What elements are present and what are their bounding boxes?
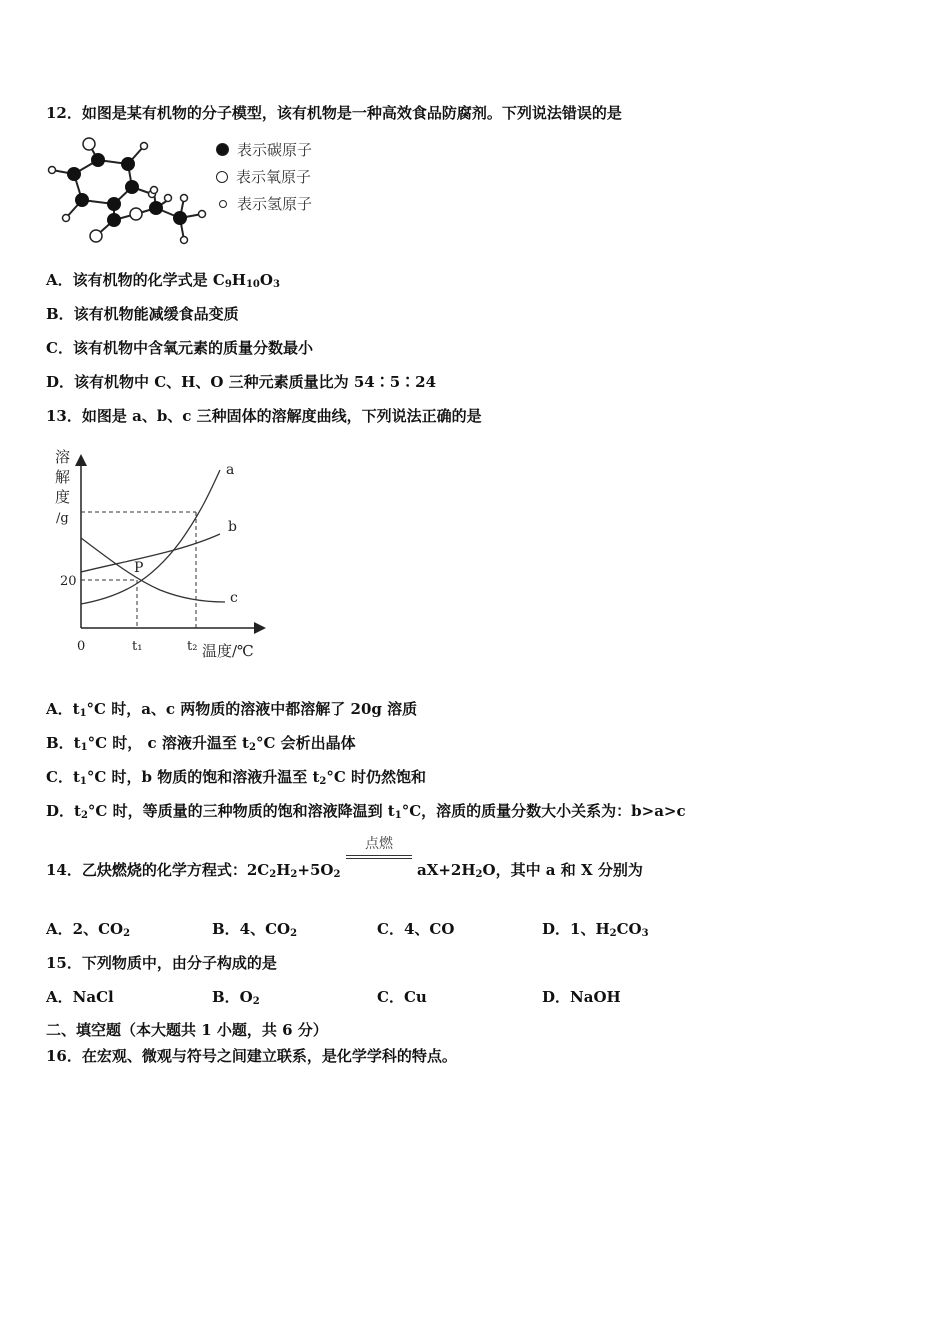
q13-option-a[interactable]: A．$t_1^\circ C$ 时，a、c 两物质的溶液中都溶解了 20g 溶质 [46,700,418,719]
y-tick-20: 20 [60,574,77,589]
series-a-label: a [226,462,235,478]
y-label-2: 解 [55,468,71,486]
q16-stem: 16．在宏观、微观与符号之间建立联系，是化学学科的特点。 [46,1047,457,1065]
t1-label: t₁ [132,639,143,654]
legend-carbon: 表示碳原子 [216,139,312,160]
q12-stem: 12．如图是某有机物的分子模型，该有机物是一种高效食品防腐剂。下列说法错误的是 [46,104,622,122]
legend-hydrogen: 表示氢原子 [216,193,312,214]
q15-option-b[interactable]: B．$O_2$ [212,988,260,1007]
curve-c [81,538,225,602]
section-heading: 二、填空题（本大题共 1 小题，共 6 分） [46,1021,328,1039]
legend-oxygen: 表示氧原子 [216,166,311,187]
y-label-3: 度 [55,488,71,506]
q12-option-b[interactable]: B．该有机物能减缓食品变质 [46,305,239,323]
q13-option-b[interactable]: B．$t_1^\circ C$ 时， c 溶液升温至 $t_2^\circ C$ 会析出晶体 [46,734,356,753]
q14-stem-left: 14．乙炔燃烧的化学方程式：$2C_2H_2+5O_2$ [46,861,341,880]
series-c-label: c [230,590,238,606]
curve-a [81,470,220,604]
series-b-label: b [228,519,237,535]
q13-stem: 13．如图是 a、b、c 三种固体的溶解度曲线，下列说法正确的是 [46,407,482,425]
q14-option-a[interactable]: A．2、$CO_2$ [46,920,131,939]
q15-option-a[interactable]: A．NaCl [46,988,114,1006]
q14-stem-right: $aX+2H_2O$，其中 a 和 X 分别为 [417,861,643,880]
q14-option-d[interactable]: D．1、$H_2CO_3$ [542,920,649,939]
reaction-arrow [346,836,412,859]
molecule-model-figure [44,132,210,248]
point-p-label: P [134,560,144,576]
q12-option-a[interactable]: A．该有机物的化学式是 $C_9H_{10}O_3$ [46,271,280,290]
carbon-atom-icon [216,143,229,156]
origin-label: 0 [77,639,86,654]
q14-option-c[interactable]: C．4、CO [377,920,455,938]
x-axis-label: 温度/℃ [202,642,254,660]
q13-option-c[interactable]: C．$t_1^\circ C$ 时，b 物质的饱和溶液升温至 $t_2^\circ C$ 时仍然饱和 [46,768,427,787]
q12-option-c[interactable]: C．该有机物中含氧元素的质量分数最小 [46,339,313,357]
solubility-chart [50,442,270,667]
oxygen-atom-icon [216,171,228,183]
q15-option-c[interactable]: C．Cu [377,988,427,1006]
y-label-1: 溶 [55,448,71,466]
double-line [346,855,412,859]
hydrogen-atom-icon [219,200,227,208]
reaction-condition: 点燃 [365,836,393,852]
t2-label: t₂ [187,639,198,654]
q12-option-d[interactable]: D．该有机物中 C、H、O 三种元素质量比为 54∶5∶24 [46,373,437,391]
q15-option-d[interactable]: D．NaOH [542,988,621,1006]
y-label-4: /g [56,511,69,526]
q14-option-b[interactable]: B．4、$CO_2$ [212,920,298,939]
q15-stem: 15．下列物质中，由分子构成的是 [46,954,277,972]
q13-option-d[interactable]: D．$t_2^\circ C$ 时，等质量的三种物质的饱和溶液降温到 $t_1^\circ C$，溶质的质量分数大小关系为：b>a>c [46,802,686,821]
